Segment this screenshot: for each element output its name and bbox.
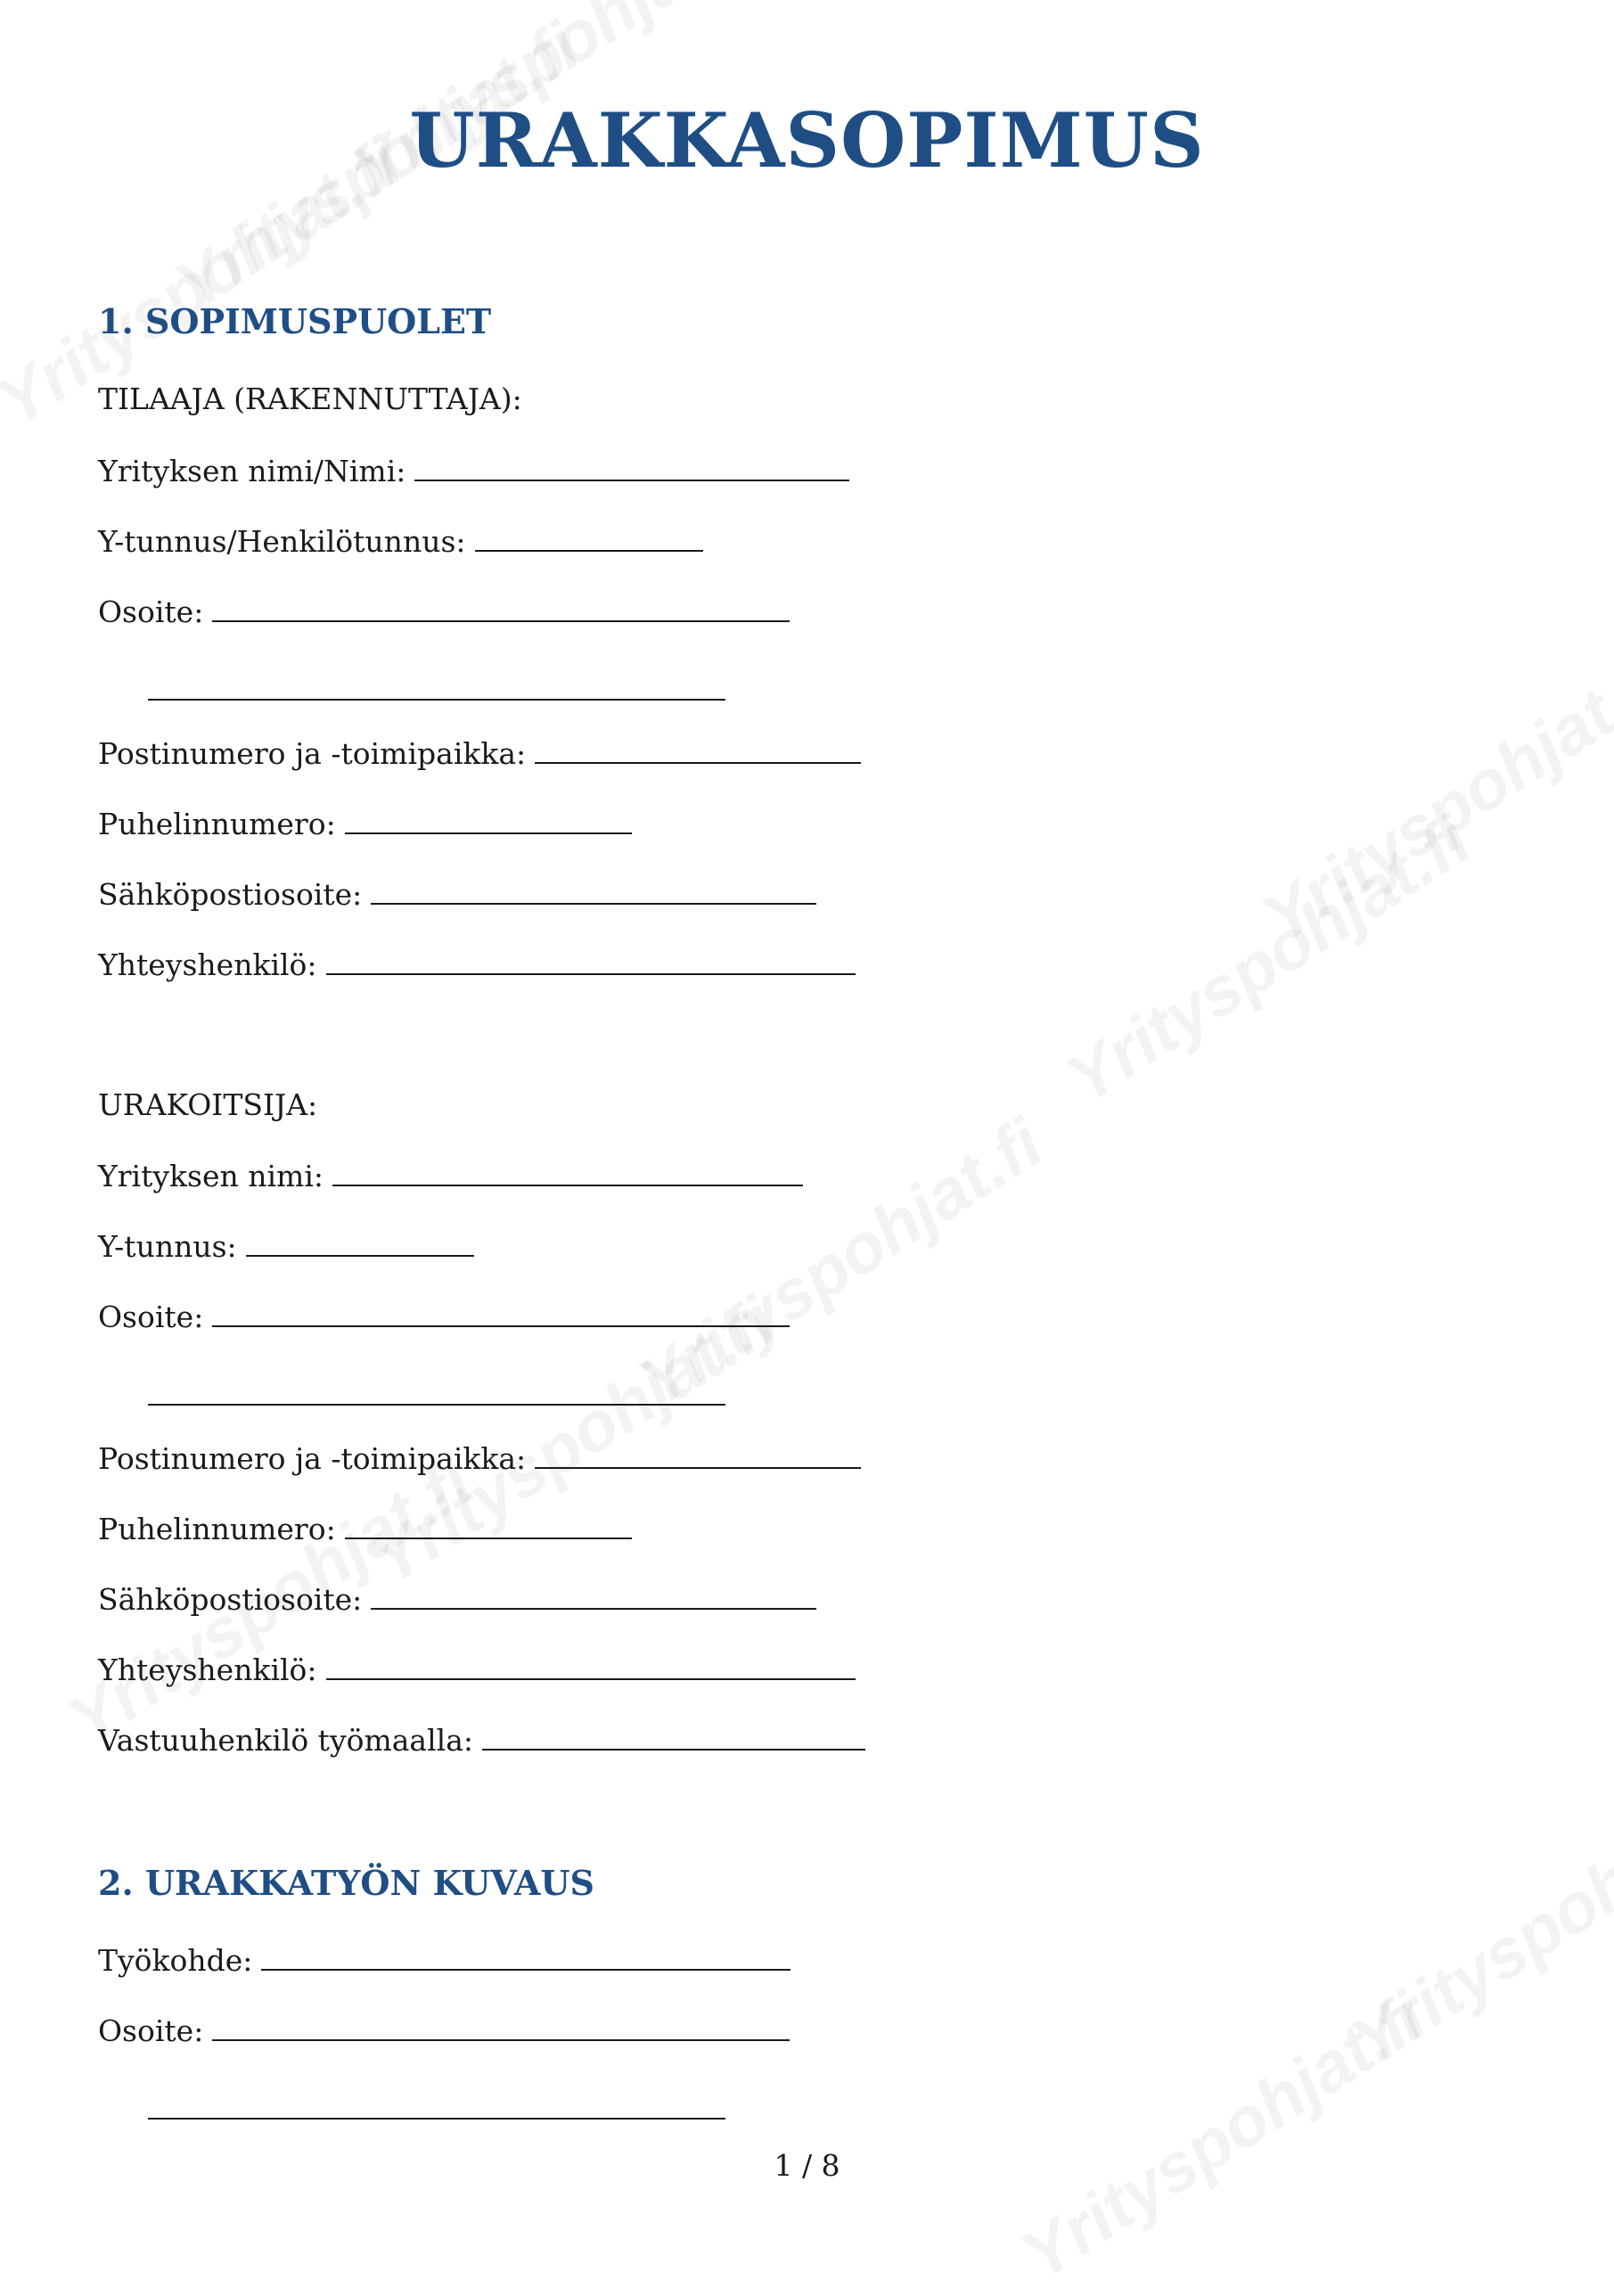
- tilaaja-company-field: [98, 453, 849, 488]
- field-label: Yrityksen nimi/Nimi:: [98, 454, 406, 488]
- watermark-text: [1052, 800, 1485, 1120]
- fill-in-line[interactable]: [475, 523, 703, 552]
- field-label: Postinumero ja -toimipaikka:: [98, 736, 527, 771]
- field-label: Sähköpostiosoite:: [98, 1582, 363, 1617]
- fill-in-line[interactable]: [371, 876, 816, 905]
- work-address-field: [98, 2013, 790, 2048]
- section-heading-urakkatyon-kuvaus: 2. URAKKATYÖN KUVAUS: [98, 1863, 594, 1903]
- fill-in-line[interactable]: [326, 947, 856, 975]
- field-label: Y-tunnus:: [98, 1229, 237, 1264]
- urakoitsija-postal-field: [98, 1440, 861, 1476]
- fill-in-line[interactable]: [414, 453, 849, 481]
- urakoitsija-label: [98, 1087, 326, 1122]
- tilaaja-email-field: [98, 876, 816, 912]
- work-target-field: [98, 1942, 791, 1978]
- urakoitsija-contact-field: [98, 1652, 856, 1687]
- party-label: TILAAJA (RAKENNUTTAJA):: [98, 381, 522, 416]
- field-label: Yrityksen nimi:: [98, 1159, 324, 1193]
- party-label: URAKOITSIJA:: [98, 1087, 318, 1122]
- field-label: Puhelinnumero:: [98, 807, 336, 841]
- field-label: Työkohde:: [98, 1943, 253, 1978]
- fill-in-line[interactable]: [482, 1722, 865, 1751]
- fill-in-line[interactable]: [345, 1511, 632, 1539]
- fill-in-line[interactable]: [212, 594, 790, 622]
- watermark-text: [1337, 1762, 1614, 2083]
- watermark-text: [624, 1103, 1057, 1423]
- tilaaja-contact-field: [98, 947, 856, 982]
- section-heading-sopimuspuolet: 1. SOPIMUSPUOLET: [98, 301, 492, 341]
- fill-in-line[interactable]: [332, 1158, 803, 1186]
- watermark-text: [1248, 639, 1614, 960]
- field-label: Puhelinnumero:: [98, 1512, 336, 1546]
- field-label: Sähköpostiosoite:: [98, 877, 363, 912]
- fill-in-line[interactable]: [535, 1440, 861, 1469]
- fill-in-line[interactable]: [212, 1299, 790, 1327]
- tilaaja-label: [98, 381, 531, 416]
- urakoitsija-company-field: [98, 1158, 803, 1193]
- address-continuation-line[interactable]: [148, 697, 725, 701]
- urakoitsija-site-responsible-field: [98, 1722, 865, 1758]
- field-label: Osoite:: [98, 2013, 204, 2048]
- fill-in-line[interactable]: [246, 1228, 474, 1257]
- urakoitsija-email-field: [98, 1581, 816, 1617]
- fill-in-line[interactable]: [371, 1581, 816, 1610]
- tilaaja-postal-field: [98, 735, 861, 771]
- urakoitsija-phone-field: [98, 1511, 632, 1546]
- field-label: Osoite:: [98, 594, 204, 629]
- field-label: Vastuuhenkilö työmaalla:: [98, 1723, 473, 1758]
- fill-in-line[interactable]: [345, 806, 632, 834]
- fill-in-line[interactable]: [261, 1942, 791, 1971]
- fill-in-line[interactable]: [212, 2013, 790, 2041]
- field-label: Osoite:: [98, 1300, 204, 1334]
- field-label: Yhteyshenkilö:: [98, 947, 317, 982]
- page-number: 1 / 8: [774, 2148, 840, 2183]
- tilaaja-id-field: [98, 523, 703, 559]
- field-label: Postinumero ja -toimipaikka:: [98, 1441, 527, 1476]
- watermark-text: [1007, 1976, 1440, 2296]
- field-label: Yhteyshenkilö:: [98, 1652, 317, 1687]
- tilaaja-address-field: [98, 594, 790, 629]
- urakoitsija-id-field: [98, 1228, 474, 1264]
- fill-in-line[interactable]: [326, 1652, 856, 1680]
- fill-in-line[interactable]: [535, 735, 861, 764]
- field-label: Y-tunnus/Henkilötunnus:: [98, 524, 466, 559]
- address-continuation-line[interactable]: [148, 1402, 725, 1406]
- urakoitsija-address-field: [98, 1299, 790, 1334]
- document-title: URAKKASOPIMUS: [409, 96, 1205, 184]
- address-continuation-line[interactable]: [148, 2116, 725, 2120]
- tilaaja-phone-field: [98, 806, 632, 841]
